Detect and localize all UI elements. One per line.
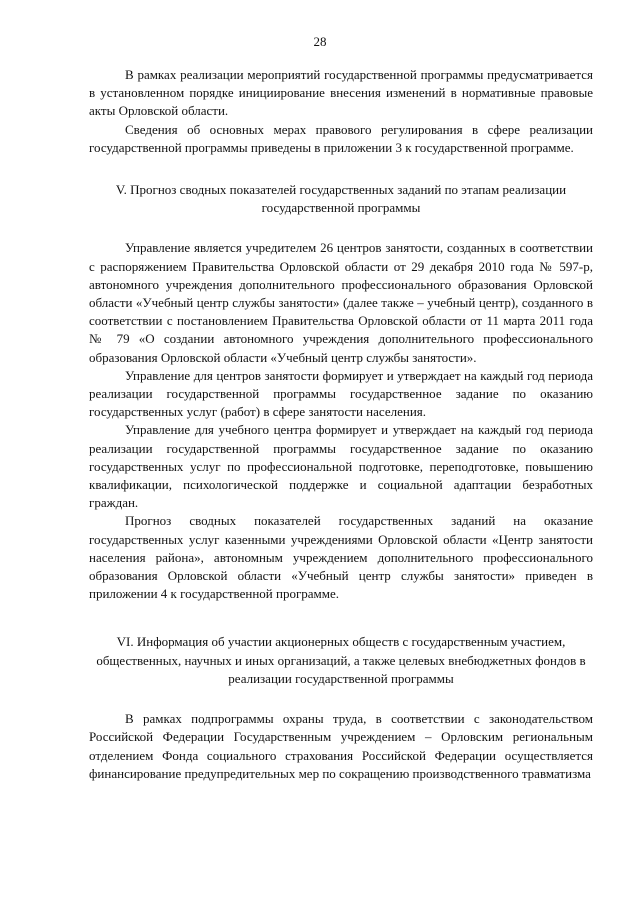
spacer: [89, 217, 593, 239]
paragraph-founder-centers: Управление является учредителем 26 центров занятости, созданных в соответствии с распоряжением Правительства Орловской области от 29 декабря 2010 года № 597-р, автономного учреждения дополнительного профессионального образования Орловской области «Учебный центр службы занятости» (далее также – учебный центр), созданного в соответствии с постановлением Правительства Орловской области от 11 марта 2011 года № 79 «О создании автономного учреждения дополнительного профессионального образования Орловской области «Учебный центр службы занятости».: [89, 240, 593, 365]
spacer: [89, 603, 593, 633]
section-6-heading: VI. Информация об участии акционерных обществ с государственным участием, общественных, научных и иных организаций, а также целевых внебюджетных фондов в реализации государственной программы: [96, 634, 586, 686]
paragraph-legal-regulation-info: Сведения об основных мерах правового регулирования в сфере реализации государственной программы приведены в приложении 3 к государственной программе.: [89, 121, 593, 155]
document-body: [89, 66, 593, 783]
paragraph-centers-task: Управление для центров занятости формирует и утверждает на каждый год периода реализации государственной программы государственное задание по оказанию государственных услуг (работ) в сфере занятости населения.: [89, 367, 593, 420]
paragraph-labor-safety: В рамках подпрограммы охраны труда, в соответствии с законодательством Российской Федерации Государственным учреждением – Орловским региональным отделением Фонда социального страхования Российской Федерации осуществляется финансирование предупредительных мер по сокращению производственного травматизма: [89, 711, 593, 781]
spacer: [89, 688, 593, 710]
paragraph-legal-changes: В рамках реализации мероприятий государственной программы предусматривается в установленном порядке инициирование внесения изменений в нормативные правовые акты Орловской области.: [89, 67, 593, 119]
paragraph-forecast: Прогноз сводных показателей государственных заданий на оказание государственных услуг казенными учреждениями Орловской области «Центр занятости населения района», автономным учреждением дополнительного профессионального образования Орловской области «Учебный центр службы занятости» приведен в приложении 4 к государственной программе.: [89, 513, 593, 602]
page-number: 28: [313, 34, 327, 49]
paragraph-training-center-task: Управление для учебного центра формирует и утверждает на каждый год периода реализации государственной программы государственное задание по оказанию государственных услуг по профессиональной подготовке, переподготовке, повышению квалификации, психологической поддержке и социальной адаптации безработных граждан.: [89, 422, 593, 511]
section-5-heading: V. Прогноз сводных показателей государственных заданий по этапам реализации государственной программы: [115, 182, 567, 216]
spacer: [89, 157, 593, 181]
